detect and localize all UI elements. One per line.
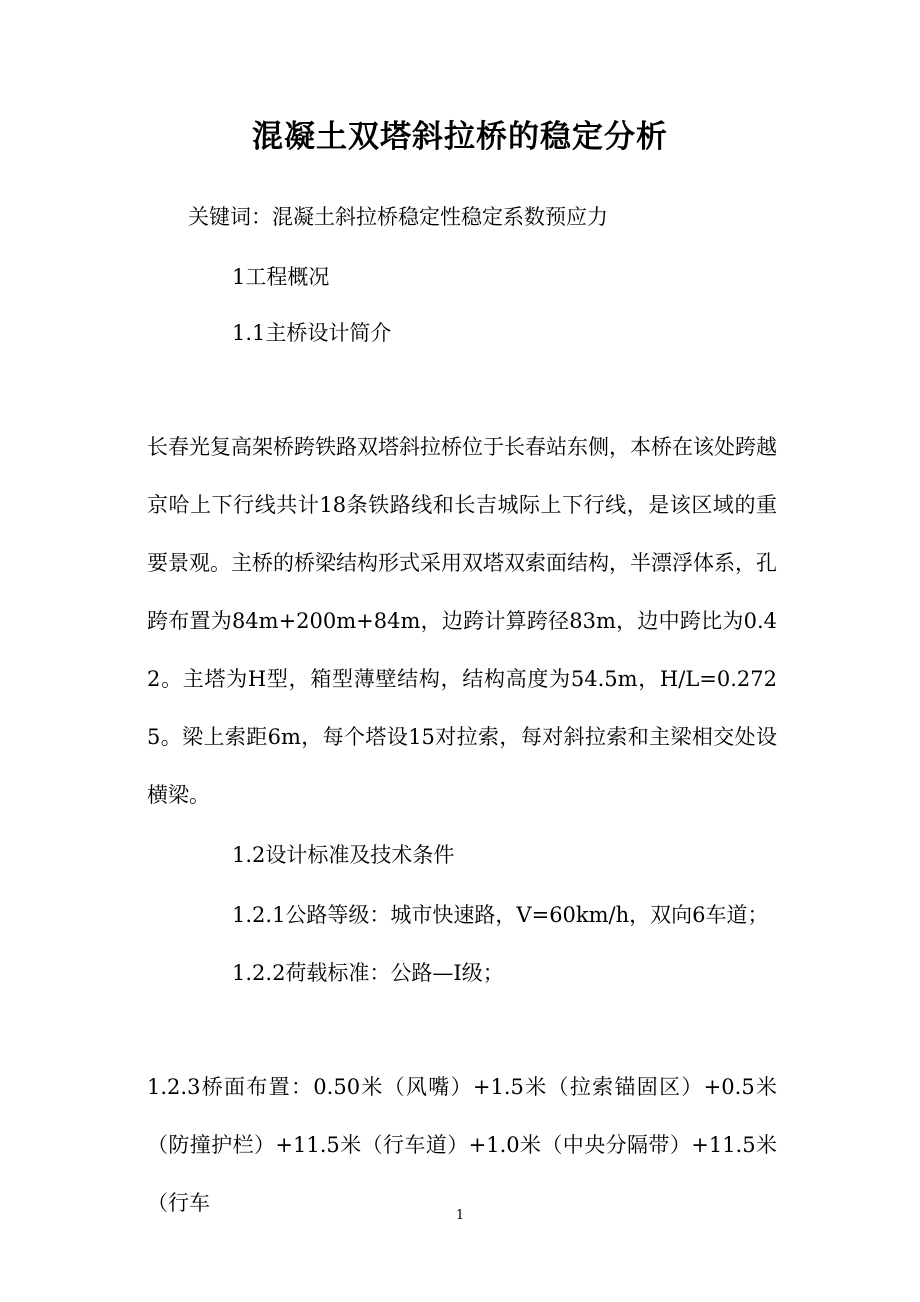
document-title: 混凝土双塔斜拉桥的稳定分析 <box>252 119 668 155</box>
section-heading-1-1: 1.1主桥设计简介 <box>232 321 392 345</box>
body-paragraph-2: 1.2.3桥面布置：0.50米（风嘴）+1.5米（拉索锚固区）+0.5米（防撞护栏）+11.5米（行车道）+1.0米（中央分隔带）+11.5米（行车 <box>147 1075 777 1215</box>
list-item-1-2-1: 1.2.1公路等级：城市快速路，V=60km/h，双向6车道； <box>232 903 769 927</box>
page-number: 1 <box>455 1208 465 1223</box>
keywords-line: 关键词：混凝土斜拉桥稳定性稳定系数预应力 <box>188 205 608 229</box>
section-heading-1: 1工程概况 <box>232 265 330 289</box>
section-heading-1-2: 1.2设计标准及技术条件 <box>232 843 455 867</box>
list-item-1-2-2: 1.2.2荷载标准：公路—Ⅰ级； <box>232 961 504 985</box>
body-paragraph-1: 长春光复高架桥跨铁路双塔斜拉桥位于长春站东侧，本桥在该处跨越京哈上下行线共计18条铁路线和长吉城际上下行线，是该区域的重要景观。主桥的桥梁结构形式采用双塔双索面结构，半漂浮体系，孔跨布置为84m+200m+84m，边跨计算跨径83m，边中跨比为0.42。主塔为H型，箱型薄壁结构，结构高度为54.5m，H/L=0.2725。梁上索距6m，每个塔设15对拉索，每对斜拉索和主梁相交处设横梁。 <box>147 435 777 807</box>
